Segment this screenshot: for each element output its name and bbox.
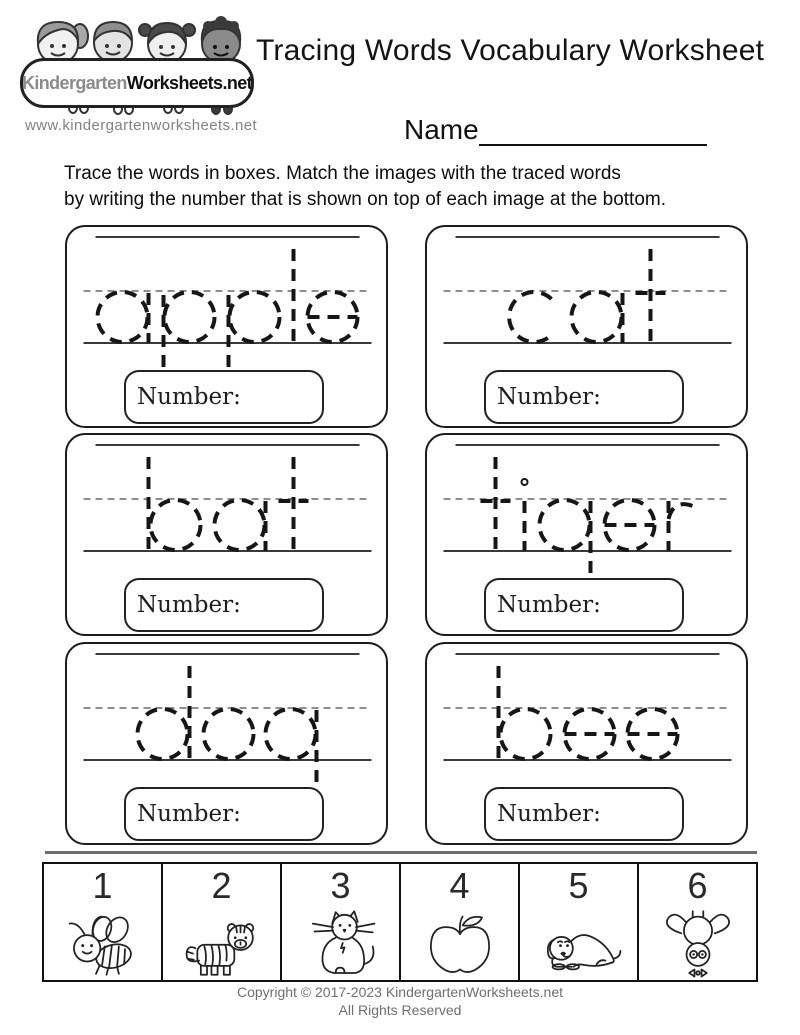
number-label: Number: — [137, 384, 241, 410]
image-cell-4 — [401, 864, 520, 980]
instructions-line1: Trace the words in boxes. Match the images with the traced words — [64, 163, 621, 184]
instructions-line2: by writing the number that is shown on top of each image at the bottom. — [64, 189, 667, 210]
tracing-box-bat — [65, 433, 388, 636]
image-cell-3 — [282, 864, 401, 980]
logo-text-kindergarten: Kindergarten — [21, 72, 127, 93]
traced-word-tiger — [428, 435, 747, 590]
copyright-line2: All Rights Reserved — [338, 1002, 462, 1018]
number-answer-box — [484, 370, 684, 424]
name-write-line — [479, 114, 707, 146]
number-label: Number: — [137, 592, 241, 618]
number-answer-box — [484, 578, 684, 632]
tiger-image — [177, 906, 267, 980]
image-number: 3 — [330, 865, 351, 906]
copyright-footer — [0, 983, 800, 1019]
image-strip — [42, 862, 758, 982]
image-cell-2 — [163, 864, 282, 980]
image-number: 6 — [687, 865, 708, 906]
image-cell-6 — [639, 864, 756, 980]
number-answer-box — [484, 787, 684, 841]
dog-image — [534, 906, 624, 980]
section-divider — [45, 851, 757, 854]
bat-image — [653, 906, 743, 980]
number-label: Number: — [497, 801, 601, 827]
page-title: Tracing Words Vocabulary Worksheet — [256, 34, 765, 67]
image-number: 5 — [568, 865, 589, 906]
logo-text-worksheets: Worksheets.net — [126, 72, 253, 93]
image-cell-5 — [520, 864, 639, 980]
image-cell-1 — [44, 864, 163, 980]
site-logo — [18, 6, 258, 118]
website-url: www.kindergartenworksheets.net — [24, 117, 258, 134]
image-number: 1 — [92, 865, 113, 906]
copyright-line1: Copyright © 2017-2023 KindergartenWorksheets.net — [236, 984, 564, 1000]
traced-word-bee — [428, 644, 747, 799]
instructions — [64, 161, 666, 213]
traced-word-dog — [68, 644, 387, 799]
cat-image — [296, 906, 386, 980]
tracing-box-bee — [425, 642, 748, 845]
number-label: Number: — [497, 592, 601, 618]
traced-word-cat — [428, 227, 747, 382]
tracing-box-cat — [425, 225, 748, 428]
number-label: Number: — [497, 384, 601, 410]
number-answer-box — [124, 578, 324, 632]
traced-word-apple — [68, 227, 387, 382]
name-field-row — [404, 114, 707, 146]
number-label: Number: — [137, 801, 241, 827]
image-number: 2 — [211, 865, 232, 906]
tracing-box-apple — [65, 225, 388, 428]
bee-image — [58, 906, 148, 980]
number-answer-box — [124, 370, 324, 424]
apple-image — [415, 906, 505, 980]
traced-word-bat — [68, 435, 387, 590]
name-label: Name — [404, 114, 479, 145]
number-answer-box — [124, 787, 324, 841]
logo-sign — [20, 58, 254, 108]
tracing-box-tiger — [425, 433, 748, 636]
image-number: 4 — [449, 865, 470, 906]
tracing-box-dog — [65, 642, 388, 845]
